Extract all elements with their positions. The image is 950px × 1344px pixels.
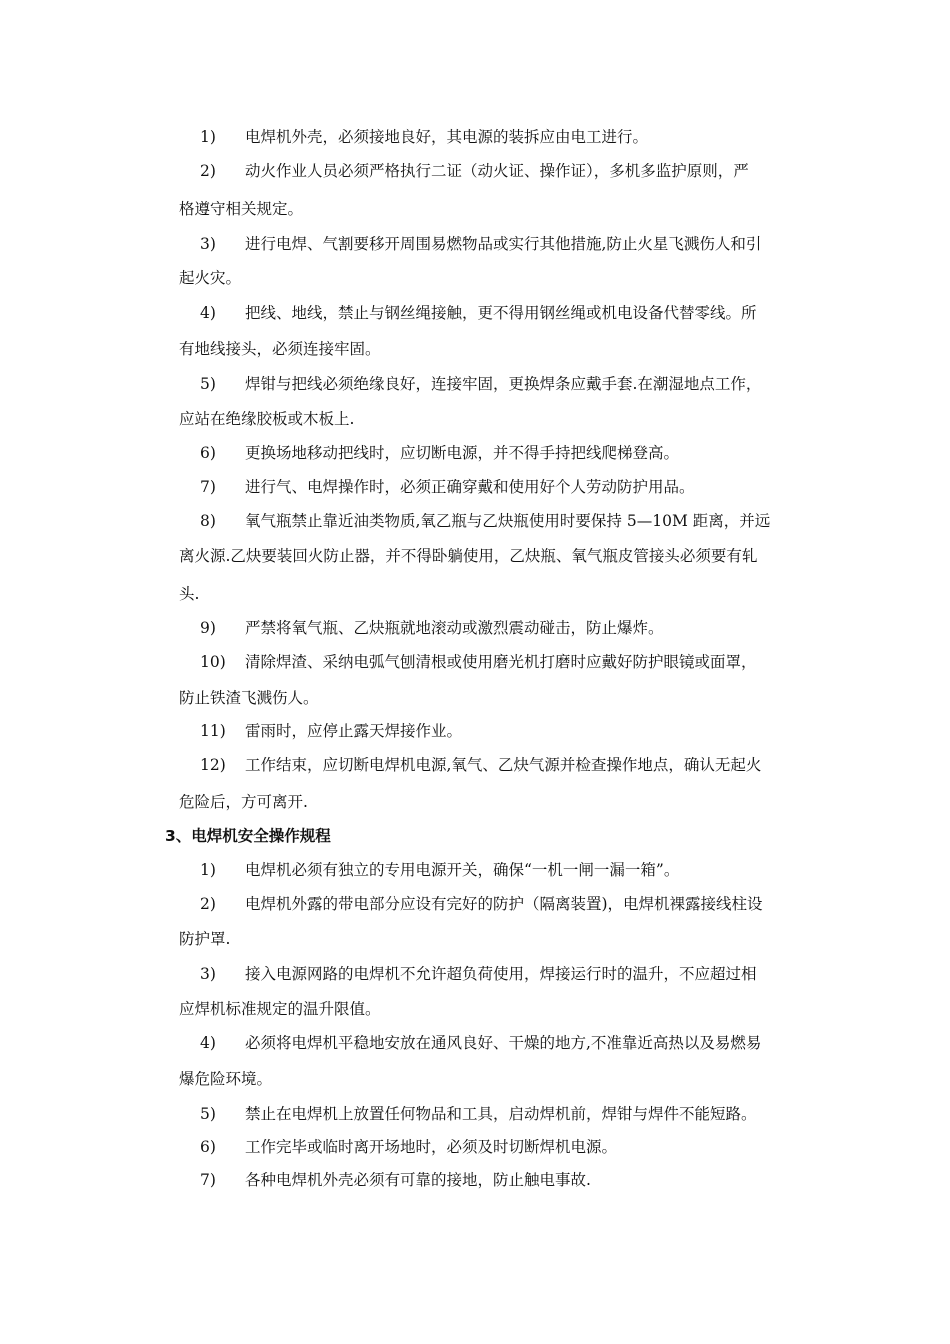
item-number: 3)	[200, 965, 216, 983]
item-text: 接入电源网路的电焊机不允许超负荷使用，焊接运行时的温升，不应超过相	[245, 965, 757, 983]
item-text: 清除焊渣、采纳电弧气刨清根或使用磨光机打磨时应戴好防护眼镜或面罩，	[245, 653, 757, 671]
item-text: 必须将电焊机平稳地安放在通风良好、干燥的地方,不准靠近高热以及易燃易	[245, 1034, 762, 1052]
item-number: 5)	[200, 1105, 216, 1123]
item-number: 3)	[200, 235, 216, 253]
item-text: 工作完毕或临时离开场地时，必须及时切断焊机电源。	[245, 1138, 618, 1156]
item-number: 1)	[200, 128, 216, 146]
item-number: 5)	[200, 375, 216, 393]
item-number: 12)	[200, 756, 226, 774]
item-text-continuation: 防止铁渣飞溅伤人。	[179, 689, 319, 707]
item-number: 4)	[200, 1034, 216, 1052]
item-text-continuation: 危险后，方可离开.	[179, 793, 308, 811]
item-number: 2)	[200, 162, 216, 180]
item-text: 电焊机外露的带电部分应设有完好的防护（隔离装置)，电焊机裸露接线柱设	[245, 895, 763, 913]
item-number: 7)	[200, 1171, 216, 1189]
item-number: 4)	[200, 304, 216, 322]
item-number: 8)	[200, 512, 216, 530]
item-number: 6)	[200, 444, 216, 462]
item-text: 更换场地移动把线时，应切断电源，并不得手持把线爬梯登高。	[245, 444, 680, 462]
item-text-continuation: 应站在绝缘胶板或木板上.	[179, 410, 355, 428]
item-text: 电焊机必须有独立的专用电源开关，确保“一机一闸一漏一箱”。	[245, 861, 680, 879]
item-text: 焊钳与把线必须绝缘良好，连接牢固，更换焊条应戴手套.在潮湿地点工作，	[245, 375, 762, 393]
item-text: 进行气、电焊操作时，必须正确穿戴和使用好个人劳动防护用品。	[245, 478, 695, 496]
item-text-continuation: 起火灾。	[179, 269, 242, 287]
item-number: 2)	[200, 895, 216, 913]
item-number: 7)	[200, 478, 216, 496]
item-number: 11)	[200, 722, 226, 740]
item-text-continuation: 防护罩.	[179, 930, 231, 948]
item-text-continuation: 有地线接头，必须连接牢固。	[179, 340, 381, 358]
item-text: 电焊机外壳，必须接地良好，其电源的装拆应由电工进行。	[245, 128, 649, 146]
item-number: 1)	[200, 861, 216, 879]
item-number: 9)	[200, 619, 216, 637]
item-text-continuation: 格遵守相关规定。	[179, 200, 304, 218]
item-text-continuation: 离火源.乙炔要装回火防止器，并不得卧躺使用，乙炔瓶、氧气瓶皮管接头必须要有轧	[179, 547, 758, 565]
item-text: 禁止在电焊机上放置任何物品和工具，启动焊机前，焊钳与焊件不能短路。	[245, 1105, 757, 1123]
item-text: 工作结束，应切断电焊机电源,氧气、乙炔气源并检查操作地点，确认无起火	[245, 756, 762, 774]
item-text: 严禁将氧气瓶、乙炔瓶就地滚动或激烈震动碰击，防止爆炸。	[245, 619, 664, 637]
item-number: 10)	[200, 653, 226, 671]
item-text-continuation: 应焊机标准规定的温升限值。	[179, 1000, 381, 1018]
item-text: 雷雨时，应停止露天焊接作业。	[245, 722, 463, 740]
item-text: 动火作业人员必须严格执行二证（动火证、操作证），多机多监护原则，严	[245, 162, 749, 180]
item-text-continuation: 爆危险环境。	[179, 1070, 273, 1088]
item-text: 各种电焊机外壳必须有可靠的接地，防止触电事故.	[245, 1171, 591, 1189]
item-text: 把线、地线，禁止与钢丝绳接触，更不得用钢丝绳或机电设备代替零线。所	[245, 304, 757, 322]
section-title: 3、电焊机安全操作规程	[165, 827, 331, 845]
item-text: 进行电焊、气割要移开周围易燃物品或实行其他措施,防止火星飞溅伤人和引	[245, 235, 762, 253]
item-text-continuation: 头.	[179, 585, 200, 603]
item-number: 6)	[200, 1138, 216, 1156]
item-text: 氧气瓶禁止靠近油类物质,氧乙瓶与乙炔瓶使用时要保持 5—10M 距离，并远	[245, 512, 771, 530]
